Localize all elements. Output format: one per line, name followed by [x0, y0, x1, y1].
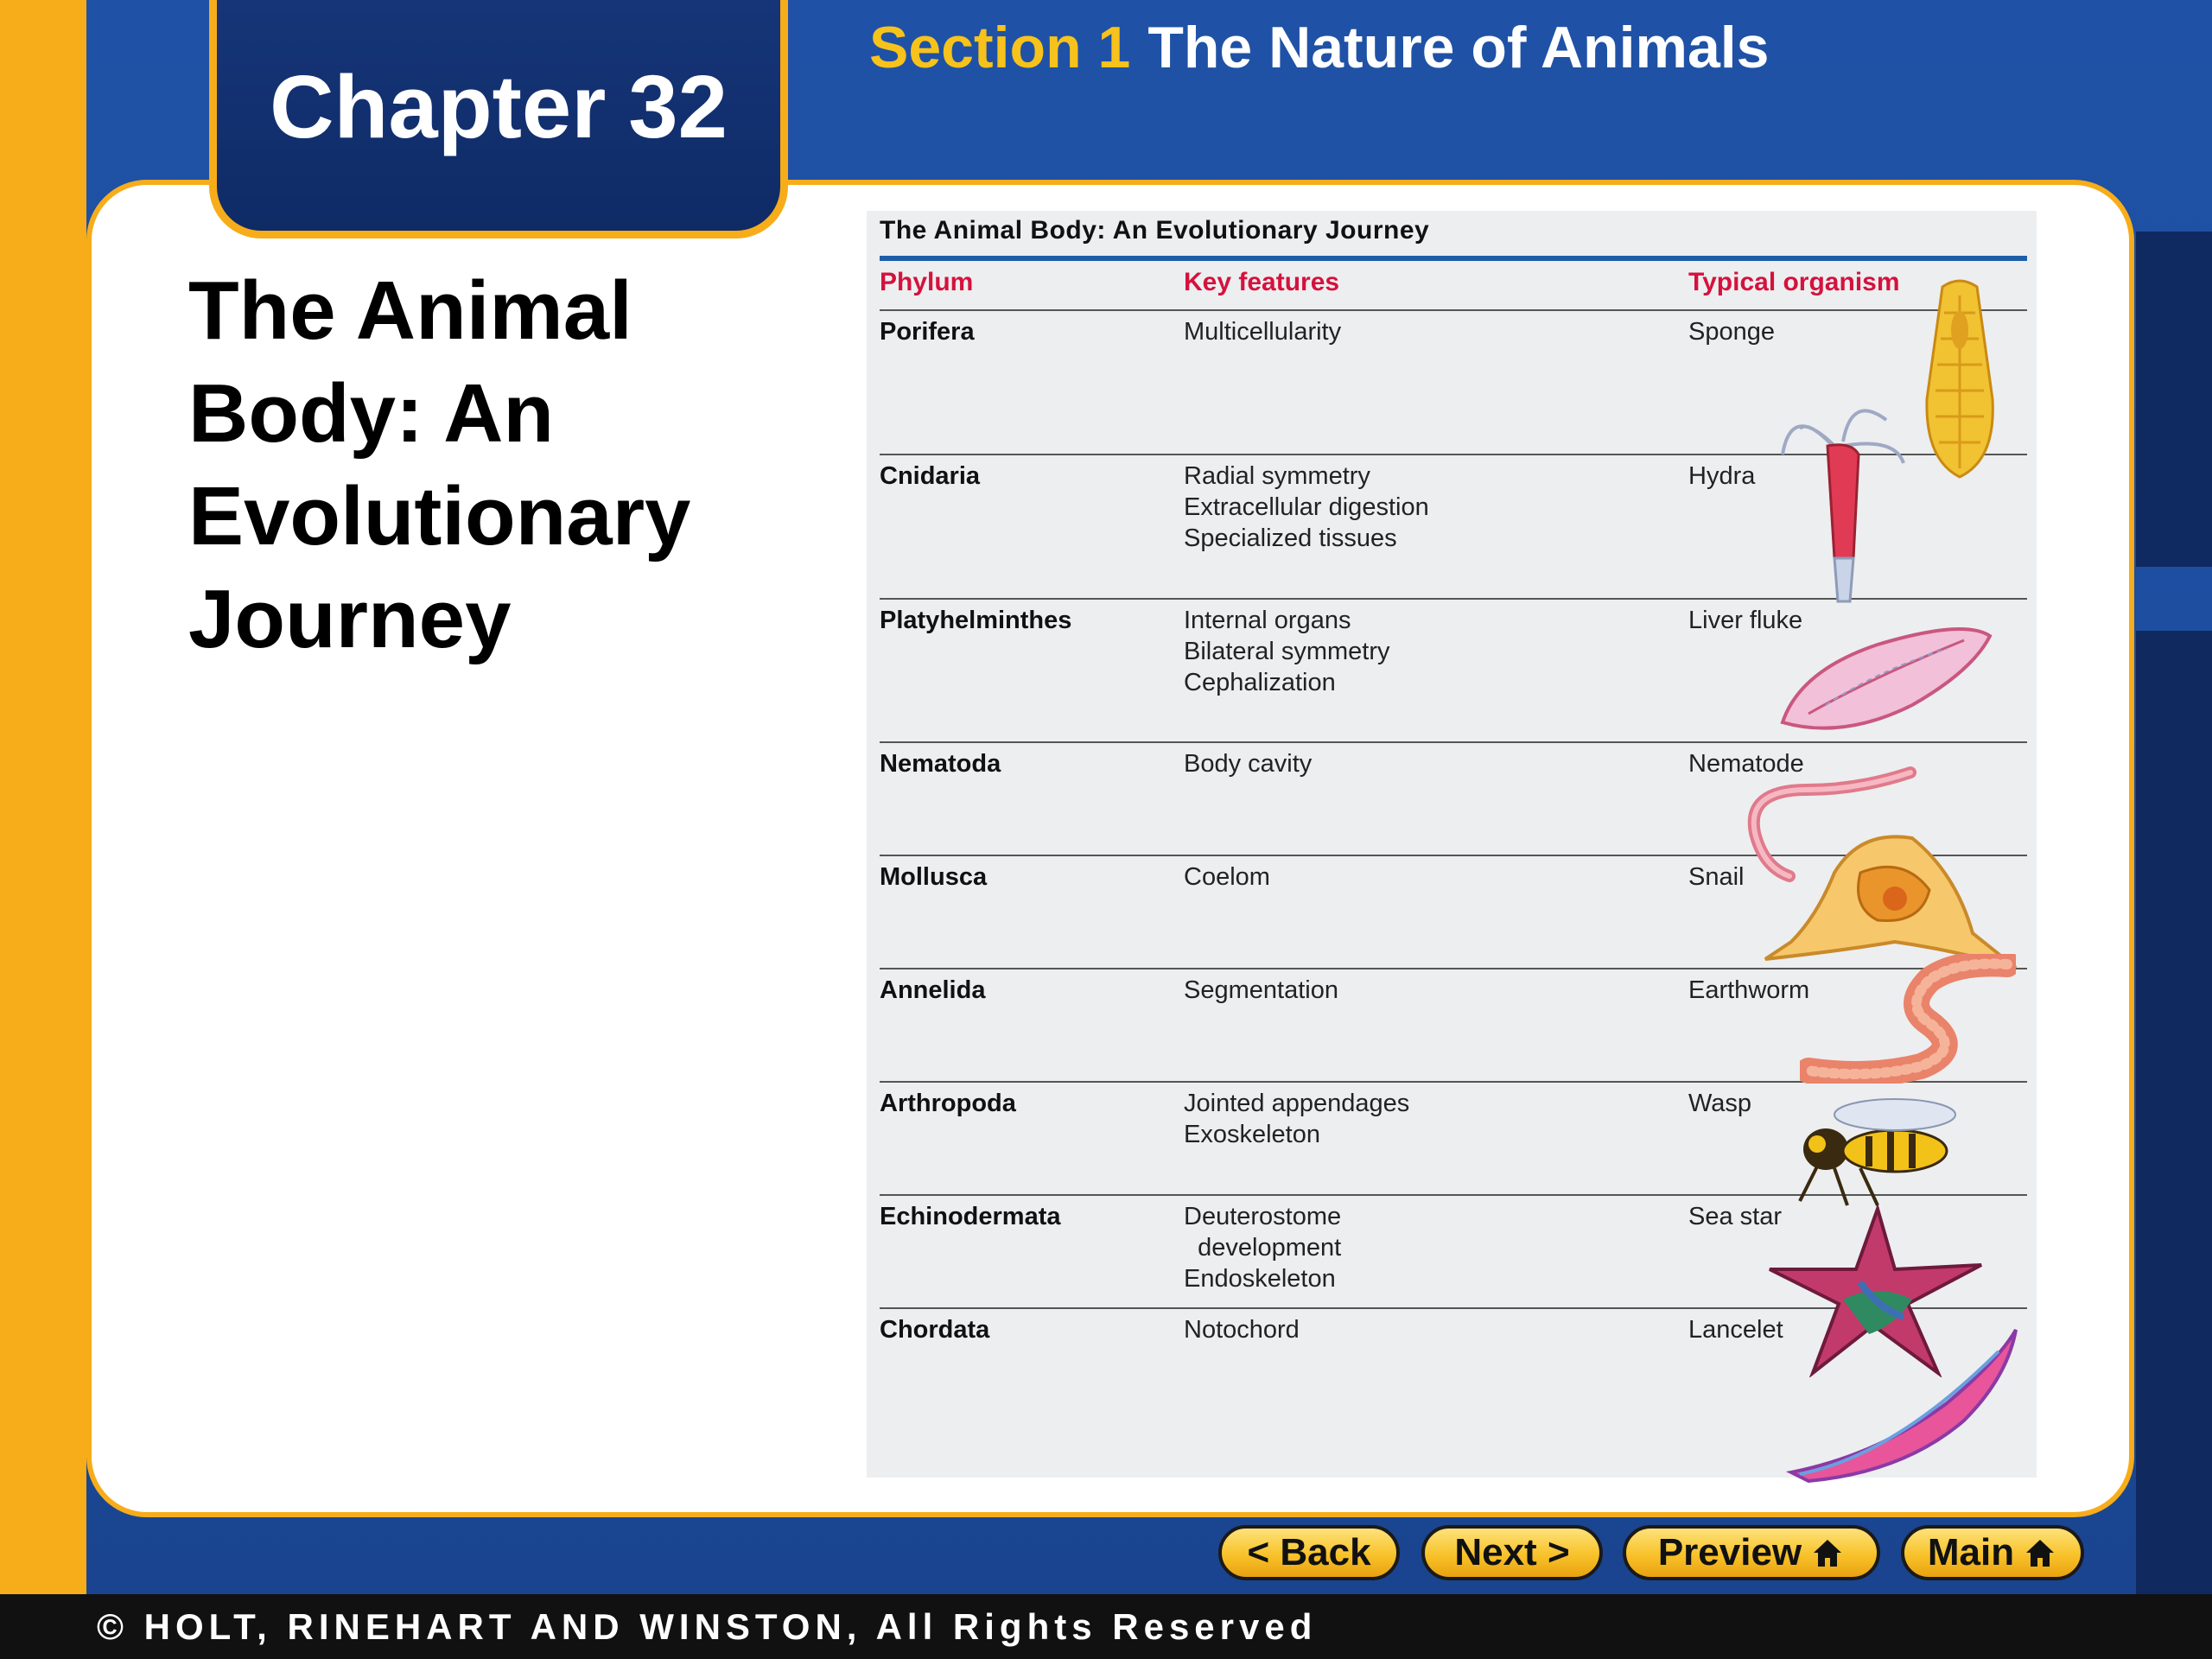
section-name: The Nature of Animals: [1147, 15, 1770, 80]
sponge-illustration: [1916, 278, 2003, 482]
row-divider: [880, 741, 2027, 743]
right-edge-panel: [2136, 631, 2212, 1594]
phylum-cell: Mollusca: [880, 863, 988, 891]
phylum-cell: Chordata: [880, 1316, 990, 1344]
section-label: Section 1: [869, 15, 1131, 80]
earthworm-illustration: [1800, 954, 2016, 1084]
column-header-typical-organism: Typical organism: [1688, 268, 1900, 296]
typical-organism-cell: Earthworm: [1688, 976, 1810, 1004]
next-button-label: Next >: [1454, 1531, 1570, 1573]
preview-button-label: Preview: [1657, 1531, 1802, 1573]
typical-organism-cell: Sea star: [1688, 1203, 1782, 1230]
footer-bar: [0, 1594, 2212, 1659]
column-header-phylum: Phylum: [880, 268, 974, 296]
phylum-cell: Porifera: [880, 318, 975, 346]
section-title: [869, 14, 1769, 81]
lancelet-illustration: [1774, 1325, 2024, 1490]
key-features-cell: Notochord: [1184, 1316, 1300, 1344]
phylum-cell: Cnidaria: [880, 462, 981, 490]
phylum-cell: Nematoda: [880, 750, 1001, 778]
key-features-cell: Deuterostome development Endoskeleton: [1184, 1203, 1342, 1293]
typical-organism-cell: Liver fluke: [1688, 607, 1803, 634]
typical-organism-cell: Wasp: [1688, 1090, 1752, 1117]
wasp-illustration: [1765, 1089, 1981, 1210]
key-features-cell: Radial symmetry Extracellular digestion Specialized tissues: [1184, 462, 1429, 552]
evolution-table-figure: [867, 211, 2037, 1478]
phylum-cell: Platyhelminthes: [880, 607, 1072, 634]
typical-organism-cell: Sponge: [1688, 318, 1775, 346]
typical-organism-cell: Lancelet: [1688, 1316, 1783, 1344]
main-button[interactable]: [1901, 1525, 2084, 1580]
key-features-cell: Internal organs Bilateral symmetry Cephalization: [1184, 607, 1390, 696]
chapter-number: 32: [628, 56, 728, 156]
home-icon: [1810, 1535, 1845, 1570]
hydra-illustration: [1774, 394, 1912, 610]
key-features-cell: Multicellularity: [1184, 318, 1342, 346]
chapter-tab: [209, 0, 788, 238]
preview-button[interactable]: [1623, 1525, 1880, 1580]
row-divider: [880, 309, 2027, 311]
typical-organism-cell: Hydra: [1688, 462, 1756, 490]
next-button[interactable]: [1421, 1525, 1603, 1580]
phylum-cell: Echinodermata: [880, 1203, 1061, 1230]
back-button[interactable]: [1218, 1525, 1400, 1580]
phylum-cell: Arthropoda: [880, 1090, 1016, 1117]
home-icon: [2023, 1535, 2057, 1570]
figure-title: The Animal Body: An Evolutionary Journey: [880, 216, 1430, 245]
chapter-label: Chapter: [270, 56, 607, 156]
column-header-key-features: Key features: [1184, 268, 1340, 296]
right-edge-panel: [2136, 232, 2212, 567]
key-features-cell: Jointed appendages Exoskeleton: [1184, 1090, 1410, 1148]
key-features-cell: Segmentation: [1184, 976, 1338, 1004]
page-title: The Animal Body: An Evolutionary Journey: [188, 264, 691, 665]
typical-organism-cell: Snail: [1688, 863, 1745, 891]
main-button-label: Main: [1927, 1531, 2015, 1573]
copyright-text: © HOLT, RINEHART AND WINSTON, All Rights Reserved: [97, 1606, 1318, 1647]
key-features-cell: Body cavity: [1184, 750, 1313, 778]
phylum-cell: Annelida: [880, 976, 986, 1004]
back-button-label: < Back: [1247, 1531, 1371, 1573]
snail-illustration: [1757, 821, 2024, 976]
liver-fluke-illustration: [1774, 619, 1999, 736]
key-features-cell: Coelom: [1184, 863, 1270, 891]
figure-title-rule: [880, 256, 2027, 261]
typical-organism-cell: Nematode: [1688, 750, 1804, 778]
